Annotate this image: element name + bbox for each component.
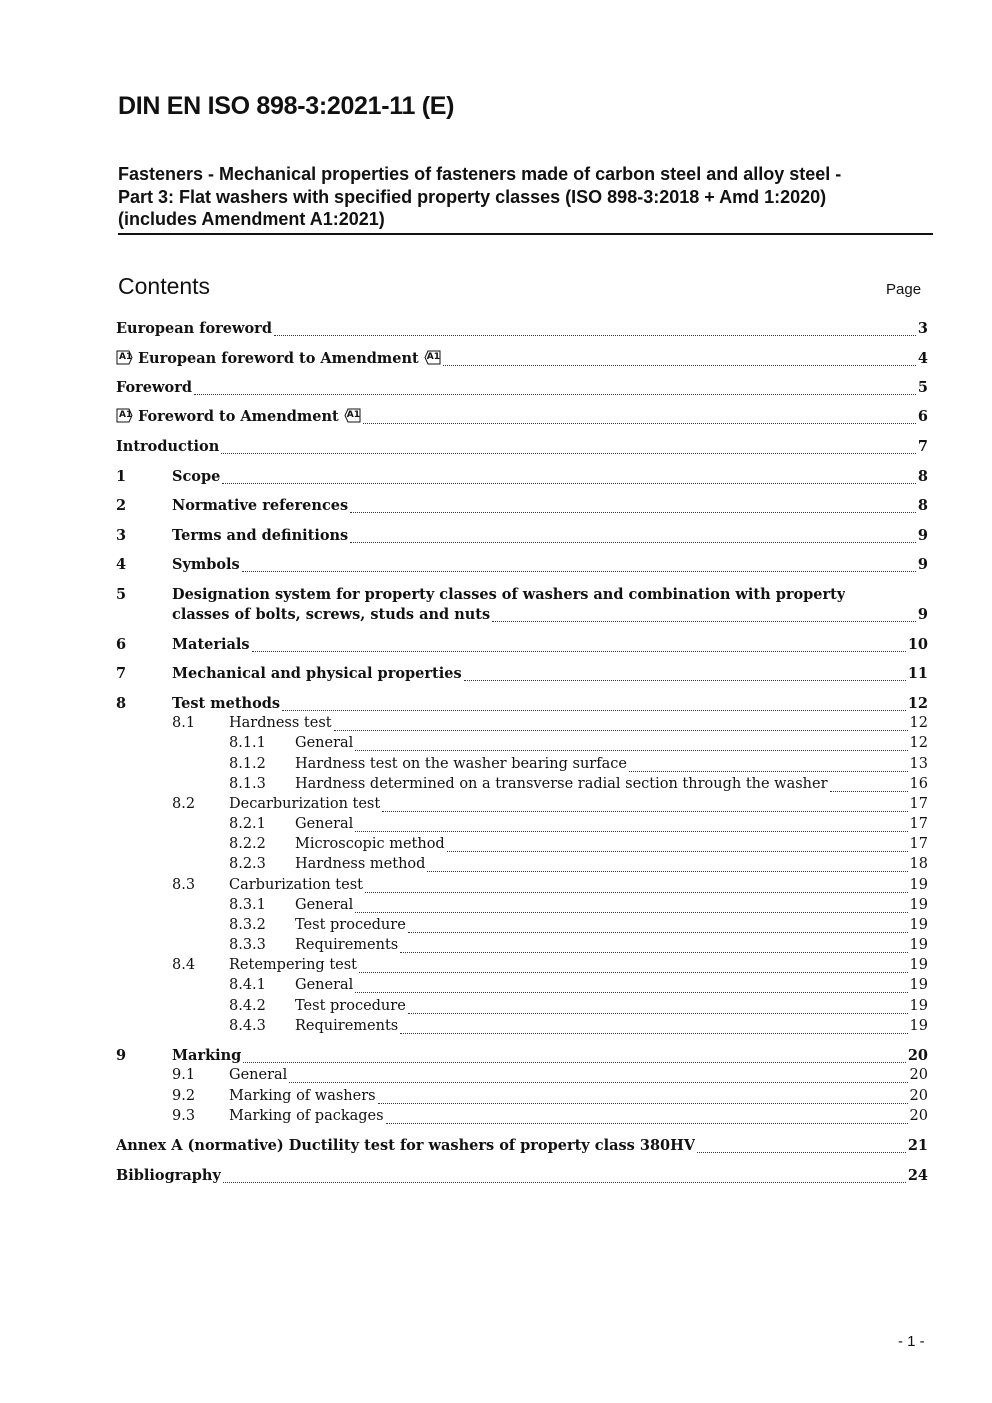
toc-entry-number: 8.2 — [172, 796, 196, 812]
toc-entry[interactable] — [116, 468, 928, 488]
toc-entry-page: 9 — [917, 606, 928, 623]
toc-entry-title: Terms and definitions — [172, 527, 349, 544]
toc-entry-title: General — [295, 816, 354, 832]
title-line-1: Fasteners - Mechanical properties of fasteners made of carbon steel and alloy steel - — [118, 164, 842, 184]
dot-leader — [830, 790, 908, 792]
toc-entry-number: 8 — [116, 695, 127, 712]
footer-page-number: - 1 - — [898, 1333, 925, 1350]
toc-entry-page: 12 — [909, 735, 928, 751]
page-column-label: Page — [886, 281, 922, 298]
toc-entry-number: 9.1 — [172, 1067, 196, 1083]
title-line-2: Part 3: Flat washers with specified property classes (ISO 898-3:2018 + Amd 1:2020) — [118, 186, 827, 207]
toc-entry-page: 10 — [907, 636, 928, 653]
toc-entry-number: 8.2.1 — [229, 816, 266, 832]
toc-entry-title: European foreword — [116, 320, 272, 337]
dot-leader — [242, 570, 916, 572]
toc-entry-title: A1 Foreword to Amendment A1 — [116, 408, 361, 425]
dot-leader — [365, 891, 908, 893]
toc-entry[interactable] — [116, 438, 928, 458]
toc-entry-page: 19 — [909, 957, 928, 973]
toc-entry[interactable] — [116, 636, 928, 656]
toc-entry-page: 16 — [909, 776, 928, 792]
toc-entry-number: 8.3.3 — [229, 937, 266, 953]
toc-entry-page: 20 — [909, 1067, 928, 1083]
toc-entry-page: 12 — [907, 695, 928, 712]
toc-entry-title: Hardness determined on a transverse radial section through the washer — [295, 776, 828, 792]
toc-entry-page: 4 — [917, 350, 928, 367]
toc-entry-title: Normative references — [172, 497, 349, 514]
dot-leader — [350, 541, 916, 543]
document-title — [118, 163, 933, 235]
document-id: DIN EN ISO 898-3:2021-11 (E) — [118, 92, 455, 120]
toc-entry-title: Annex A (normative) Ductility test for washers of property class 380HV — [116, 1137, 696, 1154]
toc-entry[interactable] — [116, 715, 928, 735]
toc-entry-number: 8.4.1 — [229, 977, 266, 993]
toc-entry-page: 6 — [917, 408, 928, 425]
toc-entry-page: 20 — [907, 1047, 928, 1064]
toc-entry-number: 9.3 — [172, 1108, 196, 1124]
toc-entry-page: 20 — [909, 1108, 928, 1124]
toc-entry[interactable] — [116, 937, 928, 957]
toc-entry[interactable] — [116, 1137, 928, 1157]
toc-entry-title: Marking — [172, 1047, 242, 1064]
dot-leader — [282, 709, 906, 711]
toc-entry-page: 17 — [909, 816, 928, 832]
dot-leader — [378, 1102, 908, 1104]
toc-entry-title: Microscopic method — [295, 836, 445, 852]
toc-entry[interactable] — [116, 1088, 928, 1108]
toc-entry-page: 13 — [909, 756, 928, 772]
toc-entry[interactable] — [116, 586, 928, 606]
toc-entry-page: 8 — [917, 468, 928, 485]
dot-leader — [400, 951, 907, 953]
toc-entry-number: 8.4 — [172, 957, 196, 973]
toc-entry-title: Test procedure — [295, 917, 406, 933]
toc-entry-title: Test procedure — [295, 998, 406, 1014]
dot-leader — [221, 452, 916, 454]
toc-entry-continuation[interactable] — [116, 606, 928, 626]
toc-entry[interactable] — [116, 497, 928, 517]
toc-entry-number: 8.1.1 — [229, 735, 266, 751]
toc-entry-number: 5 — [116, 586, 127, 603]
toc-entry-number: 3 — [116, 527, 127, 544]
toc-entry-number: 8.1.3 — [229, 776, 266, 792]
contents-heading: Contents — [118, 273, 211, 299]
toc-entry[interactable] — [116, 836, 928, 856]
dot-leader — [382, 810, 907, 812]
toc-entry-page: 19 — [909, 877, 928, 893]
toc-entry-page: 24 — [907, 1167, 928, 1184]
toc-entry[interactable] — [116, 776, 928, 796]
toc-entry-page: 18 — [909, 856, 928, 872]
dot-leader — [359, 971, 908, 973]
dot-leader — [289, 1081, 907, 1083]
toc-entry-number: 2 — [116, 497, 127, 514]
toc-entry-title: Marking of packages — [229, 1108, 384, 1124]
toc-entry[interactable] — [116, 977, 928, 997]
dot-leader — [408, 1012, 908, 1014]
toc-entry-page: 19 — [909, 897, 928, 913]
toc-entry[interactable] — [116, 1018, 928, 1038]
toc-entry-number: 4 — [116, 556, 127, 573]
toc-entry-number: 8.1 — [172, 715, 196, 731]
dot-leader — [363, 422, 916, 424]
toc-entry-number: 9.2 — [172, 1088, 196, 1104]
toc-entry-title: Marking of washers — [229, 1088, 376, 1104]
toc-entry-title: Decarburization test — [229, 796, 381, 812]
toc-entry[interactable] — [116, 408, 928, 428]
toc-entry-page: 19 — [909, 1018, 928, 1034]
toc-entry-page: 5 — [917, 379, 928, 396]
toc-entry[interactable] — [116, 1108, 928, 1128]
dot-leader — [223, 1181, 906, 1183]
toc-entry-number: 6 — [116, 636, 127, 653]
dot-leader — [697, 1151, 906, 1153]
toc-entry-number: 9 — [116, 1047, 127, 1064]
dot-leader — [222, 482, 916, 484]
toc-entry-number: 8.1.2 — [229, 756, 266, 772]
toc-entry-page: 19 — [909, 977, 928, 993]
toc-entry-title: Hardness test on the washer bearing surface — [295, 756, 627, 772]
toc-entry-title: General — [295, 897, 354, 913]
toc-entry-page: 19 — [909, 998, 928, 1014]
toc-entry-title: Retempering test — [229, 957, 357, 973]
toc-entry-number: 8.3.2 — [229, 917, 266, 933]
toc-entry[interactable] — [116, 917, 928, 937]
toc-entry[interactable] — [116, 665, 928, 685]
dot-leader — [334, 729, 908, 731]
toc-entry-page: 17 — [909, 836, 928, 852]
toc-entry[interactable] — [116, 756, 928, 776]
toc-entry[interactable] — [116, 1047, 928, 1067]
toc-entry-page: 20 — [909, 1088, 928, 1104]
dot-leader — [274, 334, 916, 336]
toc-entry[interactable] — [116, 957, 928, 977]
toc-entry-title: General — [295, 977, 354, 993]
toc-entry-title: Bibliography — [116, 1167, 221, 1184]
toc-entry-number: 8.3.1 — [229, 897, 266, 913]
toc-entry-number: 8.3 — [172, 877, 196, 893]
toc-entry-title: Test methods — [172, 695, 281, 712]
toc-entry[interactable] — [116, 816, 928, 836]
toc-entry-title: Scope — [172, 468, 221, 485]
toc-entry[interactable] — [116, 877, 928, 897]
toc-entry-title: Foreword — [116, 379, 192, 396]
toc-entry[interactable] — [116, 998, 928, 1018]
toc-entry-title: Designation system for property classes of washers and combination with property — [172, 586, 846, 603]
amendment-end-marker-icon: A1 — [426, 352, 440, 362]
dot-leader — [386, 1122, 908, 1124]
toc-entry-number: 1 — [116, 468, 127, 485]
dot-leader — [355, 991, 907, 993]
toc-entry-page: 8 — [917, 497, 928, 514]
toc-entry[interactable] — [116, 695, 928, 715]
toc-entry-title: General — [229, 1067, 288, 1083]
dot-leader — [408, 931, 908, 933]
dot-leader — [443, 364, 916, 366]
toc-entry-page: 21 — [907, 1137, 928, 1154]
toc-entry-title: Symbols — [172, 556, 240, 573]
toc-entry-title: Carburization test — [229, 877, 363, 893]
toc-entry[interactable] — [116, 856, 928, 876]
toc-entry-title: Hardness test — [229, 715, 332, 731]
toc-entry-page: 9 — [917, 527, 928, 544]
dot-leader — [492, 620, 916, 622]
toc-entry-title: Requirements — [295, 937, 399, 953]
toc-entry[interactable] — [116, 897, 928, 917]
amendment-start-marker-icon: A1 — [119, 352, 133, 362]
toc-entry[interactable] — [116, 556, 928, 576]
title-line-3: (includes Amendment A1:2021) — [118, 209, 385, 229]
toc-entry-page: 3 — [917, 320, 928, 337]
toc-entry-page: 7 — [917, 438, 928, 455]
toc-entry-page: 9 — [917, 556, 928, 573]
toc-entry-page: 19 — [909, 917, 928, 933]
toc-entry[interactable] — [116, 379, 928, 399]
dot-leader — [355, 749, 907, 751]
toc-entry[interactable] — [116, 1167, 928, 1187]
toc-entry-title: Mechanical and physical properties — [172, 665, 462, 682]
toc-entry-title: Introduction — [116, 438, 220, 455]
toc-entry[interactable] — [116, 350, 928, 370]
toc-entry-page: 11 — [907, 665, 928, 682]
dot-leader — [194, 393, 916, 395]
amendment-start-marker-icon: A1 — [119, 410, 133, 420]
dot-leader — [252, 650, 906, 652]
dot-leader — [464, 679, 906, 681]
toc-entry-page: 12 — [909, 715, 928, 731]
toc-entry[interactable] — [116, 1067, 928, 1087]
toc-entry-number: 7 — [116, 665, 127, 682]
amendment-end-marker-icon: A1 — [346, 410, 360, 420]
toc-entry[interactable] — [116, 735, 928, 755]
dot-leader — [355, 830, 907, 832]
dot-leader — [350, 511, 916, 513]
toc-entry-number: 8.4.2 — [229, 998, 266, 1014]
dot-leader — [400, 1032, 907, 1034]
toc-entry-title: General — [295, 735, 354, 751]
toc-entry-title: Requirements — [295, 1018, 399, 1034]
toc-entry-title: A1 European foreword to Amendment A1 — [116, 350, 441, 367]
toc-entry-page: 17 — [909, 796, 928, 812]
dot-leader — [243, 1061, 905, 1063]
toc-entry[interactable] — [116, 527, 928, 547]
dot-leader — [629, 770, 908, 772]
toc-entry-title: Hardness method — [295, 856, 426, 872]
dot-leader — [427, 870, 907, 872]
toc-entry-title: Materials — [172, 636, 250, 653]
dot-leader — [447, 850, 908, 852]
toc-entry-number: 8.4.3 — [229, 1018, 266, 1034]
toc-entry-page: 19 — [909, 937, 928, 953]
toc-entry[interactable] — [116, 796, 928, 816]
toc-entry-number: 8.2.2 — [229, 836, 266, 852]
toc-entry[interactable] — [116, 320, 928, 340]
toc-entry-number: 8.2.3 — [229, 856, 266, 872]
dot-leader — [355, 911, 907, 913]
toc-entry-title-continued: classes of bolts, screws, studs and nuts — [172, 606, 491, 623]
